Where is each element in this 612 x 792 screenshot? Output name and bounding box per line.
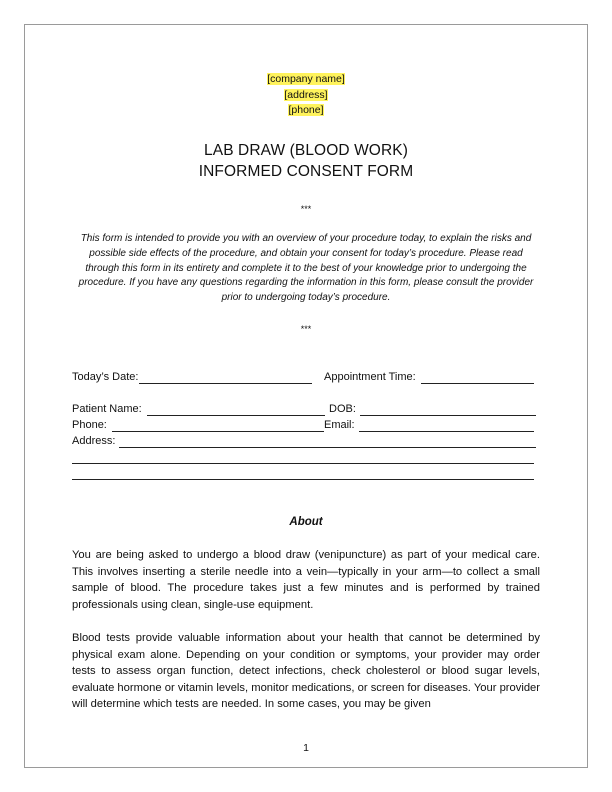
email-line[interactable] <box>359 420 534 432</box>
todays-date-field[interactable] <box>72 370 312 384</box>
separator-bottom: *** <box>300 324 312 334</box>
title-line-2: INFORMED CONSENT FORM <box>198 163 414 180</box>
patient-name-field[interactable] <box>72 402 325 416</box>
appointment-time-field[interactable] <box>324 370 534 384</box>
address-placeholder[interactable]: [address] <box>284 88 328 101</box>
separator-top: *** <box>300 204 312 214</box>
email-field[interactable] <box>324 418 534 432</box>
intro-paragraph: This form is intended to provide you with an overview of your procedure today, to explain the risks and possible side effects of the procedure, and obtain your consent for today’s procedure. Please read through this form in its entirety and complete it to the best of your knowledge prior to undergoing the procedure. If you have any questions regarding the information in this form, please consult the provider prior to undergoing today’s procedure. <box>78 233 534 304</box>
about-paragraph-2: Blood tests provide valuable information about your health that cannot be determined by physical exam alone. Depending on your condition or symptoms, your provider may order tests to assess organ function, detect infections, check cholesterol or blood sugar levels, evaluate hormone or vitamin levels, monitor medications, or screen for diseases. Your provider will determine which tests are needed. In some cases, you may be given <box>72 632 540 711</box>
patient-name-line[interactable] <box>147 404 325 416</box>
phone-placeholder[interactable]: [phone] <box>288 104 324 116</box>
company-header <box>0 72 612 119</box>
dob-label: DOB: <box>329 403 356 415</box>
form-title <box>0 140 612 182</box>
date-time-row <box>72 370 540 385</box>
dob-field[interactable] <box>329 402 536 416</box>
todays-date-label: Today’s Date: <box>72 371 139 383</box>
phone-line[interactable] <box>112 420 324 432</box>
dob-line[interactable] <box>360 404 536 416</box>
patient-dob-row <box>72 402 540 417</box>
address-line-2[interactable] <box>72 463 534 464</box>
company-name-placeholder[interactable]: [company name] <box>267 73 345 85</box>
address-row <box>72 434 540 449</box>
phone-field[interactable] <box>72 418 324 432</box>
phone-email-row <box>72 418 540 433</box>
address-field[interactable] <box>72 434 536 448</box>
about-paragraph-1: You are being asked to undergo a blood draw (venipuncture) as part of your medical care. This involves inserting a sterile needle into a vein—typically in your arm—to collect a small sample of blood. The procedure takes just a few minutes and is performed by trained professionals using clean, single-use equipment. <box>72 549 540 611</box>
about-heading: About <box>289 516 323 528</box>
appointment-time-label: Appointment Time: <box>324 371 416 383</box>
page-number: 1 <box>303 742 309 754</box>
appointment-time-line[interactable] <box>421 372 534 384</box>
todays-date-line[interactable] <box>139 372 312 384</box>
phone-label: Phone: <box>72 419 107 431</box>
email-label: Email: <box>324 419 355 431</box>
patient-name-label: Patient Name: <box>72 403 142 415</box>
address-line-3[interactable] <box>72 479 534 480</box>
address-label: Address: <box>72 435 116 447</box>
address-line-1[interactable] <box>119 436 536 448</box>
title-line-1: LAB DRAW (BLOOD WORK) <box>204 142 408 159</box>
